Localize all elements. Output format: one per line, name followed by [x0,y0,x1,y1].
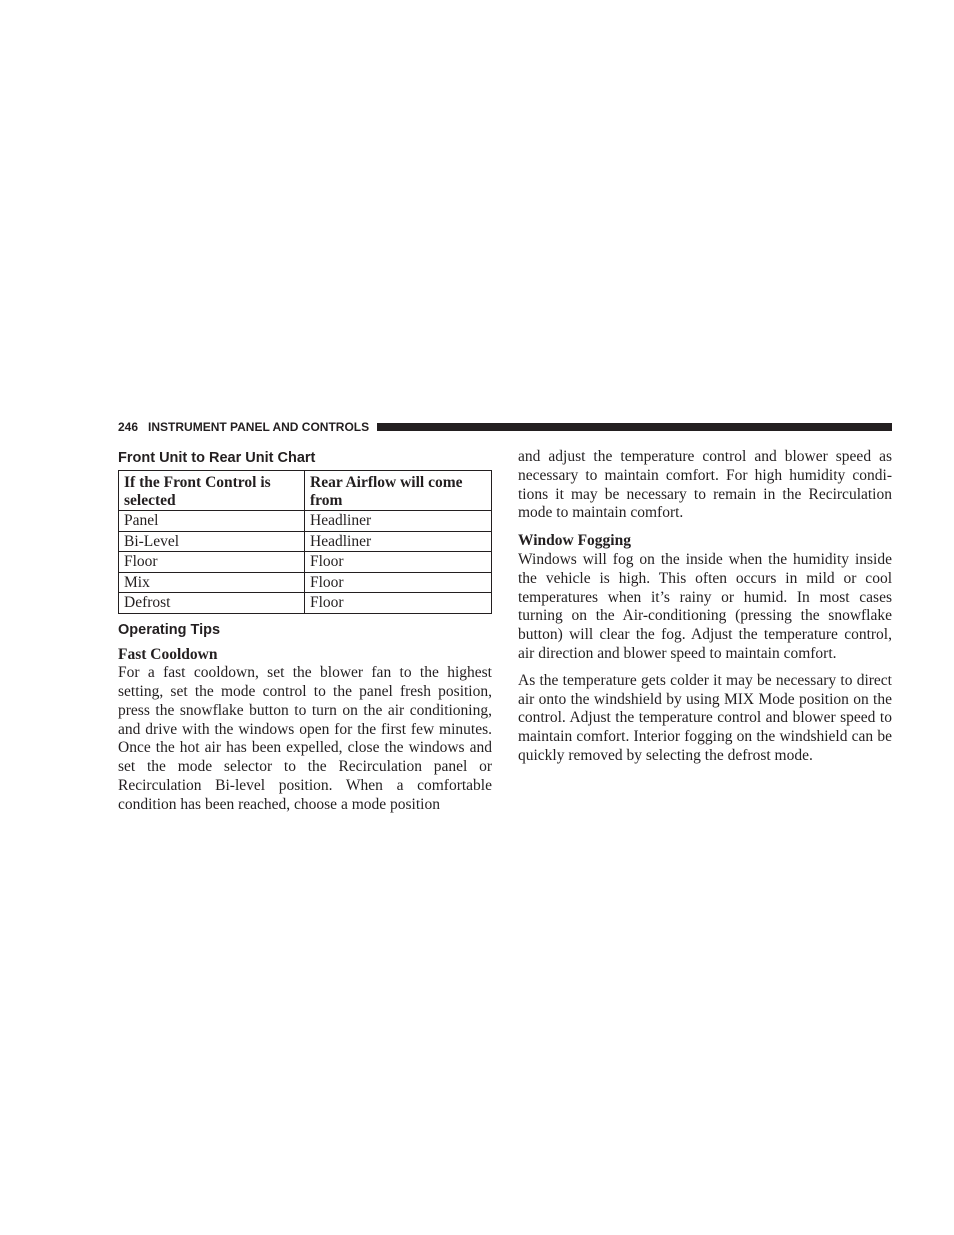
table-row [119,572,492,593]
section-title: INSTRUMENT PANEL AND CONTROLS [148,420,370,434]
table-header-front-control: If the Front Control is selected [119,471,305,511]
page-number: 246 [118,420,139,434]
table-cell-rear-airflow: Floor [305,552,492,573]
table-row [119,511,492,532]
spacer [518,664,892,672]
table-cell-rear-airflow: Floor [305,593,492,614]
table-cell-front-control: Panel [119,511,305,532]
continuation-paragraph: and adjust the temperature control and blower speed as necessary to maintain comfort. For high humidity conditions it may be necessary to remain in the Recirculation mode to maintain comfort. [518,448,892,522]
header-rule [377,423,892,431]
colder-weather-paragraph: As the temperature gets colder it may be necessary to direct air onto the windshield by using MIX Mode position on the control. Adjust the temperature control and blower speed to maintain comfort. Interior fogging on the windshield can be quickly removed by selecting the defrost mode. [518,671,892,764]
window-fogging-paragraph: Windows will fog on the inside when the humidity inside the vehicle is high. This often occurs in mild or cool temperatures when it’s rainy or humid. In most cases turning on the Air-conditioning (pressing the snowflake button) will clear the fog. Adjust the temperature control, air direction and blower speed to maintain comfort. [518,550,892,662]
chart-title: Front Unit to Rear Unit Chart [118,450,316,466]
table-header-row [119,471,492,511]
table-row [119,531,492,552]
table-row [119,552,492,573]
page-header [118,418,892,436]
left-column [118,448,492,815]
window-fogging-heading: Window Fogging [518,532,631,550]
fast-cooldown-heading: Fast Cooldown [118,645,218,663]
table-cell-front-control: Defrost [119,593,305,614]
right-column [518,448,892,766]
table-cell-rear-airflow: Headliner [305,511,492,532]
table-cell-front-control: Mix [119,572,305,593]
table-cell-rear-airflow: Headliner [305,531,492,552]
operating-tips-heading: Operating Tips [118,621,221,638]
fast-cooldown-paragraph: For a fast cooldown, set the blower fan to the highest setting, set the mode control to the panel fresh position, press the snowflake button to turn on the air conditioning, and drive with the windows open for the first few minutes. Once the hot air has been expelled, close the windows and set the mode selector to the Recirculation panel or Recirculation Bi-level position. When a comfortable condition has been reached, choose a mode position [118,664,492,813]
airflow-table [118,470,492,614]
table-header-rear-airflow: Rear Airflow will come from [305,471,492,511]
spacer [518,523,892,532]
table-row [119,593,492,614]
table-cell-front-control: Floor [119,552,305,573]
table-cell-rear-airflow: Floor [305,572,492,593]
table-cell-front-control: Bi-Level [119,531,305,552]
